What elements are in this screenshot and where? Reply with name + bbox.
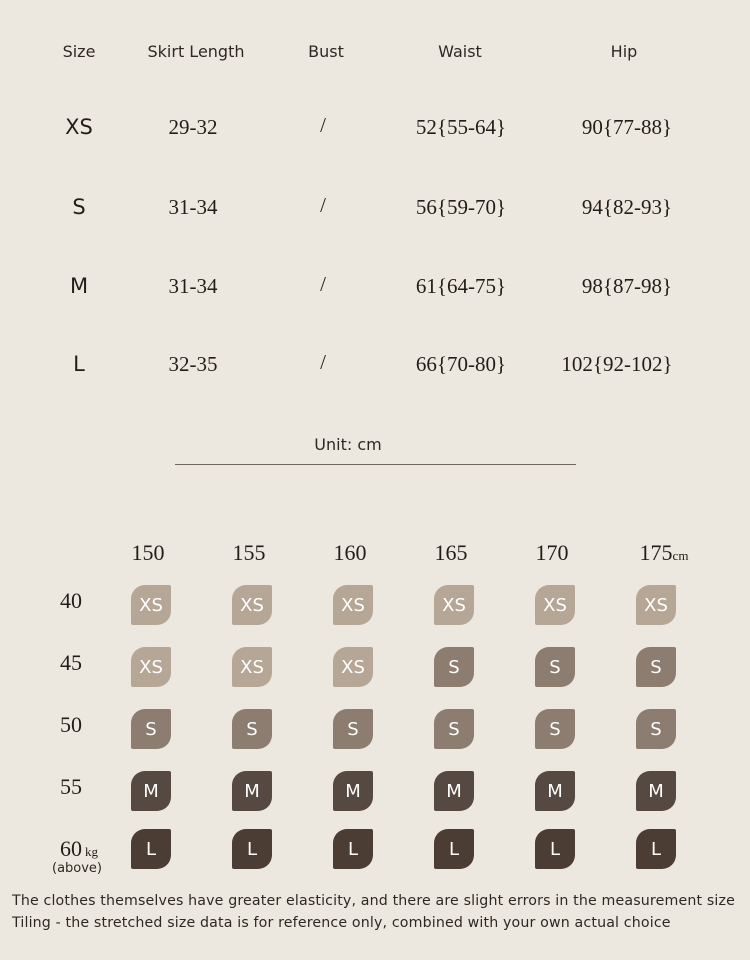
weight-above-note: (above) (52, 861, 103, 876)
skirt-length-value: 31-34 (168, 195, 218, 219)
unit-note: Unit: cm (314, 435, 382, 454)
size-badge: S (636, 647, 676, 687)
header-waist: Waist (438, 42, 482, 61)
height-label: 170 (535, 540, 569, 565)
size-badge: L (232, 829, 272, 869)
size-badge: L (636, 829, 676, 869)
size-badge: XS (636, 585, 676, 625)
height-label: 150 (131, 540, 165, 565)
size-badge: L (333, 829, 373, 869)
size-badge: M (333, 771, 373, 811)
waist-value: 61{64-75} (415, 274, 507, 298)
size-badge: S (232, 709, 272, 749)
size-badge: L (131, 829, 171, 869)
size-label: S (72, 195, 86, 219)
size-badge: S (535, 709, 575, 749)
weight-label: 60 kg (60, 836, 98, 861)
size-badge: S (434, 709, 474, 749)
size-badge: XS (535, 585, 575, 625)
size-badge: S (434, 647, 474, 687)
size-badge: XS (232, 647, 272, 687)
height-label: 175cm (639, 540, 689, 565)
size-badge: XS (333, 647, 373, 687)
hip-value: 90{77-88} (581, 115, 673, 139)
hip-value: 102{92-102} (561, 352, 673, 376)
size-badge: XS (434, 585, 474, 625)
waist-value: 56{59-70} (415, 195, 507, 219)
weight-label: 55 (60, 774, 82, 799)
height-label: 165 (434, 540, 468, 565)
size-badge: L (535, 829, 575, 869)
size-badge: S (636, 709, 676, 749)
bust-value: / (320, 193, 326, 217)
height-label: 155 (232, 540, 266, 565)
size-badge: XS (333, 585, 373, 625)
size-badge: M (232, 771, 272, 811)
bust-value: / (320, 113, 326, 137)
size-label: L (73, 352, 85, 376)
size-badge: XS (232, 585, 272, 625)
bust-value: / (320, 350, 326, 374)
weight-label: 40 (60, 588, 82, 613)
size-badge: M (636, 771, 676, 811)
size-label: XS (65, 115, 93, 139)
header-size: Size (62, 42, 96, 61)
skirt-length-value: 31-34 (168, 274, 218, 298)
skirt-length-value: 32-35 (168, 352, 218, 376)
weight-unit: kg (85, 844, 98, 859)
size-badge: S (333, 709, 373, 749)
height-unit: cm (672, 548, 689, 563)
size-badge: M (535, 771, 575, 811)
size-badge: S (535, 647, 575, 687)
hip-value: 94{82-93} (581, 195, 673, 219)
skirt-length-value: 29-32 (168, 115, 218, 139)
footer-note-reference: Tiling - the stretched size data is for reference only, combined with your own actual choice (12, 915, 671, 931)
header-skirt-length: Skirt Length (147, 42, 245, 61)
waist-value: 52{55-64} (415, 115, 507, 139)
size-badge: XS (131, 585, 171, 625)
hip-value: 98{87-98} (581, 274, 673, 298)
header-hip: Hip (610, 42, 638, 61)
size-label: M (69, 274, 89, 298)
size-badge: M (131, 771, 171, 811)
bust-value: / (320, 272, 326, 296)
size-badge: S (131, 709, 171, 749)
height-label: 160 (333, 540, 367, 565)
header-bust: Bust (308, 42, 344, 61)
size-badge: M (434, 771, 474, 811)
size-badge: L (434, 829, 474, 869)
footer-note-elasticity: The clothes themselves have greater elasticity, and there are slight errors in the measurement size (12, 893, 735, 909)
waist-value: 66{70-80} (415, 352, 507, 376)
weight-label: 45 (60, 650, 82, 675)
size-badge: XS (131, 647, 171, 687)
weight-label: 50 (60, 712, 82, 737)
divider (175, 464, 576, 465)
